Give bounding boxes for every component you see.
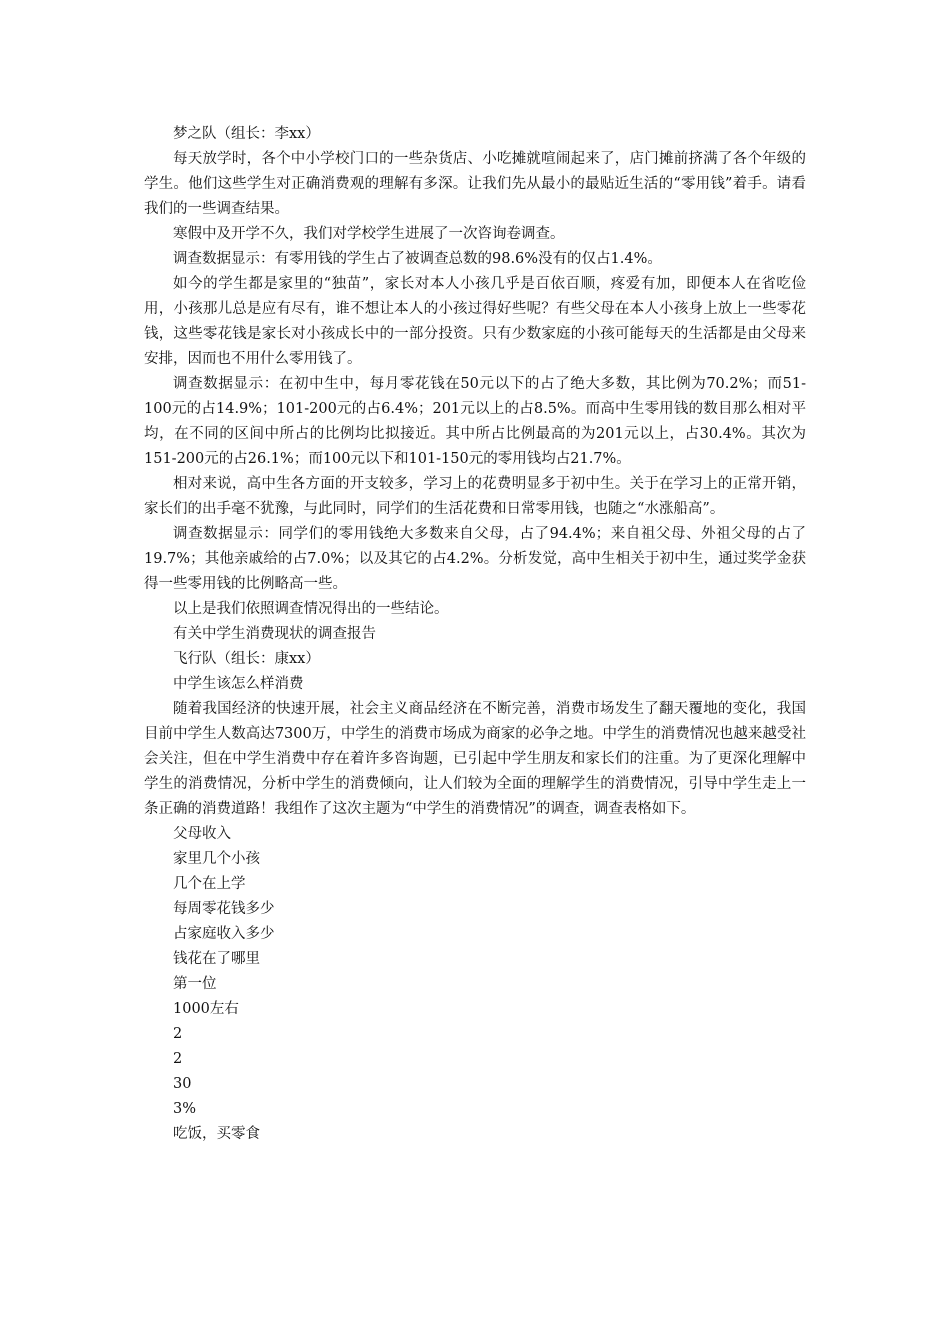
section-title: 中学生该怎么样消费 [173,676,304,692]
team-heading-dream: 梦之队（组长：李xx） [173,126,320,142]
table-cell: 父母收入 [173,826,231,842]
survey-result-amounts: 调查数据显示：在初中生中，每月零花钱在50元以下的占了绝大多数，其比例为70.2%；而51-100元的占14.9%；101-200元的占6.4%；201元以上的占8.5%。而高中生零用钱的数目那么相对平均，在不同的区间中所占的比例均比拟接近。其中所占比例最高的为201元以上，占30.4%。其次为151-200元的占26.1%；而100元以下和101-150元的零用钱均占21.7%。 [144,376,806,467]
table-cell: 吃饭，买零食 [173,1126,260,1142]
table-cell: 第一位 [173,976,217,992]
table-cell: 几个在上学 [173,876,246,892]
background-paragraph: 随着我国经济的快速开展，社会主义商品经济在不断完善，消费市场发生了翻天覆地的变化，我国目前中学生人数高达7300万，中学生的消费市场成为商家的必争之地。中学生的消费情况也越来越受社会关注，但在中学生消费中存在着许多咨询题，已引起中学生朋友和家长们的注重。为了更深化理解中学生的消费情况，分析中学生的消费倾向，让人们较为全面的理解学生的消费情况，引导中学生走上一条正确的消费道路！我组作了这次主题为“中学生的消费情况”的调查，调查表格如下。 [144,701,806,817]
team-heading-flying: 飞行队（组长：康xx） [173,651,320,667]
table-cell: 2 [173,1051,183,1067]
table-cell: 2 [173,1026,183,1042]
survey-result-pocket-money: 调查数据显示：有零用钱的学生占了被调查总数的98.6%没有的仅占1.4%。 [173,251,662,267]
table-cell: 30 [173,1076,192,1092]
table-cell: 占家庭收入多少 [173,926,275,942]
table-cell: 钱花在了哪里 [173,951,260,967]
high-school-spending-paragraph: 相对来说，高中生各方面的开支较多，学习上的花费明显多于初中生。关于在学习上的正常开销，家长们的出手毫不犹豫，与此同时，同学们的生活花费和日常零用钱，也随之“水涨船高”。 [144,476,806,517]
table-cell: 家里几个小孩 [173,851,260,867]
conclusion-line: 以上是我们依照调查情况得出的一些结论。 [173,601,449,617]
intro-paragraph: 每天放学时，各个中小学校门口的一些杂货店、小吃摊就喧闹起来了，店门摊前挤满了各个年级的学生。他们这些学生对正确消费观的理解有多深。让我们先从最小的最贴近生活的“零用钱”着手。请看我们的一些调查结果。 [144,151,806,217]
document-page [144,122,806,1147]
table-cell: 1000左右 [173,1001,239,1017]
survey-result-sources: 调查数据显示：同学们的零用钱绝大多数来自父母，占了94.4%；来自祖父母、外祖父母的占了19.7%；其他亲戚给的占7.0%；以及其它的占4.2%。分析发觉，高中生相关于初中生，通过奖学金获得一些零用钱的比例略高一些。 [144,526,806,592]
table-cell: 3% [173,1101,197,1117]
survey-timing-paragraph: 寒假中及开学不久，我们对学校学生进展了一次咨询卷调查。 [173,226,565,242]
only-child-paragraph: 如今的学生都是家里的“独苗”，家长对本人小孩几乎是百依百顺，疼爱有加，即便本人在省吃俭用，小孩那儿总是应有尽有，谁不想让本人的小孩过得好些呢？有些父母在本人小孩身上放上一些零花钱，这些零花钱是家长对小孩成长中的一部分投资。只有少数家庭的小孩可能每天的生活都是由父母来安排，因而也不用什么零用钱了。 [144,276,806,367]
report-title: 有关中学生消费现状的调查报告 [173,626,376,642]
table-cell: 每周零花钱多少 [173,901,275,917]
